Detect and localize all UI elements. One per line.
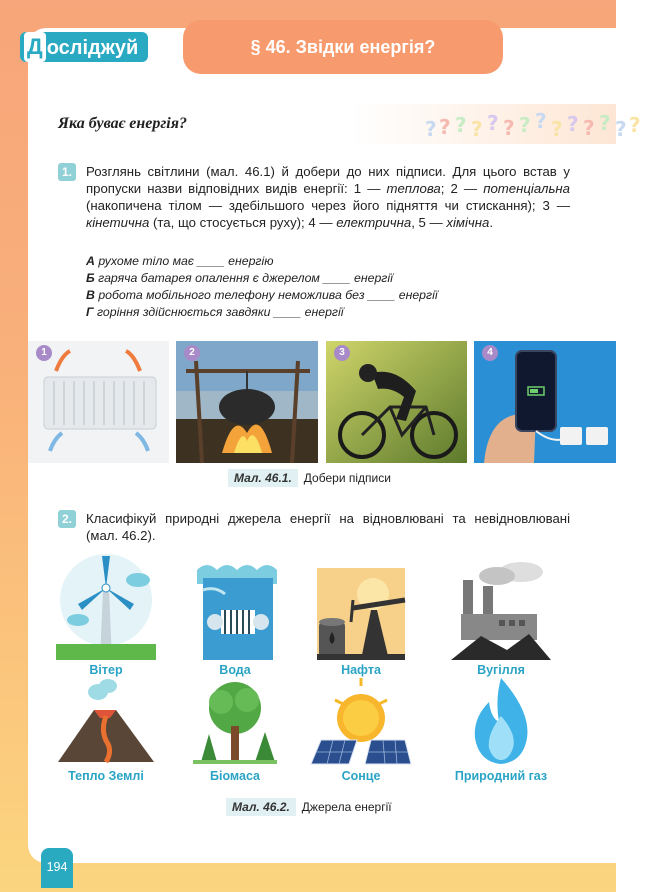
- photo-number-badge: 3: [334, 345, 350, 361]
- subheading-bar: [28, 104, 641, 144]
- figure-caption-text: Добери підписи: [303, 471, 391, 485]
- campfire-image: [176, 341, 318, 463]
- svg-text:?: ?: [551, 117, 563, 141]
- option-text: гаряча батарея опалення є джерелом ____ енергії: [98, 271, 393, 285]
- section-tag-initial: Д: [24, 32, 46, 62]
- svg-text:?: ?: [425, 117, 437, 141]
- svg-text:?: ?: [455, 113, 467, 137]
- figure-caption-text: Джерела енергії: [301, 800, 392, 814]
- cyclist-image: [326, 341, 467, 463]
- trees-icon: [185, 672, 285, 766]
- source-gas: [451, 672, 551, 783]
- option-v: [86, 287, 438, 304]
- photo-phone: [474, 341, 616, 463]
- svg-text:?: ?: [567, 112, 579, 136]
- wind-turbine-icon: [56, 550, 156, 660]
- energy-type-term: електрична: [336, 215, 412, 230]
- section-tag-text: осліджуй: [46, 37, 139, 59]
- task-2-text: Класифікуй природні джерела енергії на відновлювані та невідновлювані (мал. 46.2).: [86, 511, 570, 543]
- question-marks-decoration: [423, 108, 643, 142]
- svg-text:?: ?: [583, 116, 595, 140]
- source-wind: [56, 550, 156, 677]
- option-text: робота мобільного телефону неможлива без ____ енергії: [98, 288, 438, 302]
- hydro-turbine-icon: [185, 550, 285, 660]
- photo-strip: [28, 341, 616, 463]
- source-label: Тепло Землі: [68, 769, 144, 783]
- source-biomass: [185, 672, 285, 783]
- source-label: Нафта: [341, 663, 381, 677]
- photo-cyclist: [326, 341, 467, 463]
- source-oil: [311, 550, 411, 677]
- energy-type-term: теплова: [386, 181, 441, 196]
- photo-campfire: [176, 341, 318, 463]
- source-label: Біомаса: [209, 769, 261, 783]
- gas-flame-icon: [451, 672, 551, 766]
- page-number: 194: [41, 848, 73, 888]
- svg-text:?: ?: [519, 113, 531, 137]
- photo-number-badge: 1: [36, 345, 52, 361]
- source-coal: [451, 550, 551, 677]
- task-1-text: [86, 163, 570, 231]
- figure-label: Мал. 46.1.: [228, 469, 298, 487]
- option-h: [86, 304, 438, 321]
- source-sun: [311, 672, 411, 783]
- source-geothermal: [56, 672, 156, 783]
- energy-type-term: потенціальна: [483, 181, 570, 196]
- svg-text:?: ?: [487, 111, 499, 135]
- task-1-text-part: .: [489, 215, 493, 230]
- page-title: § 46. Звідки енергія?: [183, 20, 503, 74]
- svg-text:?: ?: [629, 113, 641, 137]
- source-label: Вугілля: [477, 663, 525, 677]
- option-letter: Г: [86, 305, 94, 319]
- svg-text:?: ?: [535, 109, 547, 133]
- energy-type-term: хімічна: [446, 215, 490, 230]
- svg-text:?: ?: [439, 115, 451, 139]
- svg-text:?: ?: [471, 117, 483, 141]
- task-2: [58, 510, 570, 544]
- figure-46-2-caption: [226, 798, 392, 816]
- task-1-text-part: Розглянь світлини (мал. 46.1) й добери до них підписи. Для цього встав у пропуски назви відповідних видів енергії: 1 —: [86, 164, 570, 196]
- volcano-icon: [56, 672, 156, 766]
- option-letter: Б: [86, 271, 95, 285]
- answer-options: [86, 253, 438, 321]
- option-a: [86, 253, 438, 270]
- source-label: Природний газ: [454, 769, 548, 783]
- task-2-number: 2.: [58, 510, 76, 528]
- task-1-text-part: (та, що стосується руху); 4 —: [149, 215, 337, 230]
- task-1: [58, 163, 570, 231]
- subheading: Яка буває енергія?: [58, 115, 187, 132]
- option-text: рухоме тіло має ____ енергію: [98, 254, 274, 268]
- task-1-number: 1.: [58, 163, 76, 181]
- option-letter: А: [86, 254, 95, 268]
- photo-number-badge: 4: [482, 345, 498, 361]
- radiator-image: [28, 341, 169, 463]
- photo-radiator: [28, 341, 169, 463]
- option-letter: В: [86, 288, 95, 302]
- task-1-text-part: , 5 —: [411, 215, 447, 230]
- energy-type-term: кінетична: [86, 215, 150, 230]
- source-water: [185, 550, 285, 677]
- coal-plant-icon: [451, 550, 551, 660]
- phone-image: [474, 341, 616, 463]
- source-label: Вітер: [89, 663, 123, 677]
- svg-text:?: ?: [503, 116, 515, 140]
- source-label: Сонце: [341, 769, 381, 783]
- figure-label: Мал. 46.2.: [226, 798, 296, 816]
- oil-pump-icon: [311, 550, 411, 660]
- svg-text:?: ?: [599, 111, 611, 135]
- svg-text:?: ?: [615, 117, 627, 141]
- section-tag: [20, 32, 148, 62]
- task-1-text-part: (накопичена тілом — здебільшого через його підняття чи стискання); 3 —: [86, 198, 570, 213]
- option-b: [86, 270, 438, 287]
- photo-number-badge: 2: [184, 345, 200, 361]
- task-1-text-part: ; 2 —: [440, 181, 484, 196]
- source-label: Вода: [219, 663, 251, 677]
- option-text: горіння здійснюється завдяки ____ енергії: [96, 305, 344, 319]
- figure-46-1-caption: [228, 469, 391, 487]
- solar-panels-icon: [311, 672, 411, 766]
